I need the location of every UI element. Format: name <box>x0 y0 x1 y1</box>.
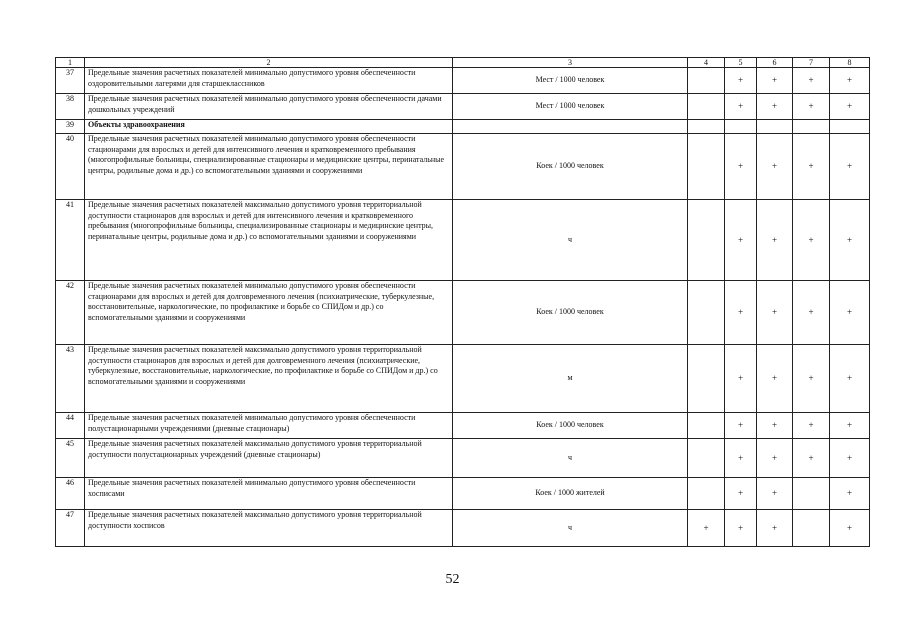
row-number: 40 <box>56 134 85 200</box>
mark-col-8: + <box>830 413 870 439</box>
column-header-1: 1 <box>56 58 85 68</box>
mark-col-8: + <box>830 345 870 413</box>
mark-col-5: + <box>725 94 757 120</box>
mark-col-4 <box>688 68 725 94</box>
unit-of-measure: ч <box>453 200 688 281</box>
column-header-7: 7 <box>793 58 830 68</box>
mark-col-5: + <box>725 439 757 478</box>
table-row <box>56 134 870 200</box>
mark-col-8 <box>830 120 870 134</box>
table-row <box>56 68 870 94</box>
mark-col-4 <box>688 281 725 345</box>
unit-of-measure: Мест / 1000 человек <box>453 68 688 94</box>
indicator-description: Предельные значения расчетных показателей минимально допустимого уровня обеспеченности полустационарными учреждениями (дневные стационары) <box>85 413 453 439</box>
column-header-5: 5 <box>725 58 757 68</box>
mark-col-4 <box>688 134 725 200</box>
row-number: 41 <box>56 200 85 281</box>
row-number: 37 <box>56 68 85 94</box>
mark-col-6: + <box>757 478 793 510</box>
mark-col-4 <box>688 94 725 120</box>
unit-of-measure: Мест / 1000 человек <box>453 94 688 120</box>
table-row <box>56 345 870 413</box>
table-row <box>56 94 870 120</box>
mark-col-8: + <box>830 439 870 478</box>
row-number: 42 <box>56 281 85 345</box>
mark-col-5: + <box>725 281 757 345</box>
table-row <box>56 120 870 134</box>
indicator-description: Предельные значения расчетных показателей максимально допустимого уровня территориальной доступности стационаров для взрослых и детей для долговременного лечения (психиатрические, туберкулезные, восстановительные, наркологические, по профилактике и борьбе со СПИДом и др.) со вспомогательными зданиями и сооружениями <box>85 345 453 413</box>
table-row <box>56 281 870 345</box>
mark-col-6: + <box>757 413 793 439</box>
column-header-4: 4 <box>688 58 725 68</box>
table-row <box>56 413 870 439</box>
mark-col-5: + <box>725 510 757 547</box>
unit-of-measure: ч <box>453 510 688 547</box>
mark-col-7: + <box>793 413 830 439</box>
mark-col-4 <box>688 478 725 510</box>
mark-col-5: + <box>725 68 757 94</box>
table-row <box>56 439 870 478</box>
indicator-description: Предельные значения расчетных показателей максимально допустимого уровня территориальной доступности стационаров для взрослых и детей для интенсивного лечения и кратковременного пребывания (многопрофильные больницы, специализированные стационары и медицинские центры, перинатальные центры, родильные дома и др.) со вспомогательными зданиями и сооружениями <box>85 200 453 281</box>
column-header-3: 3 <box>453 58 688 68</box>
mark-col-7 <box>793 510 830 547</box>
mark-col-7: + <box>793 94 830 120</box>
unit-of-measure: м <box>453 345 688 413</box>
indicator-description: Предельные значения расчетных показателей минимально допустимого уровня обеспеченности дачами дошкольных учреждений <box>85 94 453 120</box>
mark-col-4 <box>688 200 725 281</box>
mark-col-4: + <box>688 510 725 547</box>
mark-col-6: + <box>757 439 793 478</box>
column-header-row <box>56 58 870 68</box>
unit-of-measure: ч <box>453 439 688 478</box>
mark-col-4 <box>688 345 725 413</box>
mark-col-8: + <box>830 478 870 510</box>
mark-col-4 <box>688 413 725 439</box>
mark-col-6: + <box>757 94 793 120</box>
unit-of-measure: Коек / 1000 человек <box>453 134 688 200</box>
unit-of-measure: Коек / 1000 человек <box>453 413 688 439</box>
table-row <box>56 200 870 281</box>
mark-col-8: + <box>830 94 870 120</box>
row-number: 38 <box>56 94 85 120</box>
indicator-description: Предельные значения расчетных показателей минимально допустимого уровня обеспеченности стационарами для взрослых и детей для интенсивного лечения и кратковременного пребывания (многопрофильные больницы, специализированные стационары и медицинские центры, перинатальные центры, родильные дома и др.) со вспомогательными зданиями и сооружениями <box>85 134 453 200</box>
mark-col-6: + <box>757 345 793 413</box>
mark-col-8: + <box>830 200 870 281</box>
mark-col-7: + <box>793 134 830 200</box>
mark-col-7: + <box>793 68 830 94</box>
mark-col-5: + <box>725 413 757 439</box>
row-number: 46 <box>56 478 85 510</box>
mark-col-7: + <box>793 281 830 345</box>
table-row <box>56 478 870 510</box>
unit-of-measure: Коек / 1000 человек <box>453 281 688 345</box>
mark-col-7 <box>793 478 830 510</box>
indicator-description: Предельные значения расчетных показателей минимально допустимого уровня обеспеченности оздоровительными лагерями для старшеклассников <box>85 68 453 94</box>
mark-col-8: + <box>830 281 870 345</box>
mark-col-7: + <box>793 345 830 413</box>
mark-col-4 <box>688 439 725 478</box>
indicator-description: Предельные значения расчетных показателей максимально допустимого уровня территориальной доступности хосписов <box>85 510 453 547</box>
mark-col-6 <box>757 120 793 134</box>
indicator-description: Предельные значения расчетных показателей минимально допустимого уровня обеспеченности стационарами для взрослых и детей для долговременного лечения (психиатрические, туберкулезные, восстановительные, наркологические, по профилактике и борьбе со СПИДом и др.) со вспомогательными зданиями и сооружениями <box>85 281 453 345</box>
row-number: 43 <box>56 345 85 413</box>
mark-col-6: + <box>757 134 793 200</box>
column-header-2: 2 <box>85 58 453 68</box>
mark-col-6: + <box>757 200 793 281</box>
mark-col-6: + <box>757 281 793 345</box>
mark-col-6: + <box>757 68 793 94</box>
mark-col-6: + <box>757 510 793 547</box>
unit-of-measure <box>453 120 688 134</box>
mark-col-5: + <box>725 134 757 200</box>
column-header-6: 6 <box>757 58 793 68</box>
mark-col-8: + <box>830 68 870 94</box>
mark-col-8: + <box>830 510 870 547</box>
mark-col-7: + <box>793 200 830 281</box>
page-number: 52 <box>445 572 460 587</box>
section-heading: Объекты здравоохранения <box>85 120 453 134</box>
mark-col-7: + <box>793 439 830 478</box>
mark-col-5 <box>725 120 757 134</box>
row-number: 45 <box>56 439 85 478</box>
mark-col-4 <box>688 120 725 134</box>
mark-col-8: + <box>830 134 870 200</box>
indicator-description: Предельные значения расчетных показателей минимально допустимого уровня обеспеченности хосписами <box>85 478 453 510</box>
mark-col-5: + <box>725 478 757 510</box>
mark-col-5: + <box>725 345 757 413</box>
row-number: 44 <box>56 413 85 439</box>
row-number: 47 <box>56 510 85 547</box>
row-number: 39 <box>56 120 85 134</box>
column-header-8: 8 <box>830 58 870 68</box>
table-row <box>56 510 870 547</box>
urban-planning-indicators-table <box>55 57 870 547</box>
mark-col-7 <box>793 120 830 134</box>
unit-of-measure: Коек / 1000 жителей <box>453 478 688 510</box>
mark-col-5: + <box>725 200 757 281</box>
indicator-description: Предельные значения расчетных показателей максимально допустимого уровня территориальной доступности полустационарных учреждений (дневные стационары) <box>85 439 453 478</box>
